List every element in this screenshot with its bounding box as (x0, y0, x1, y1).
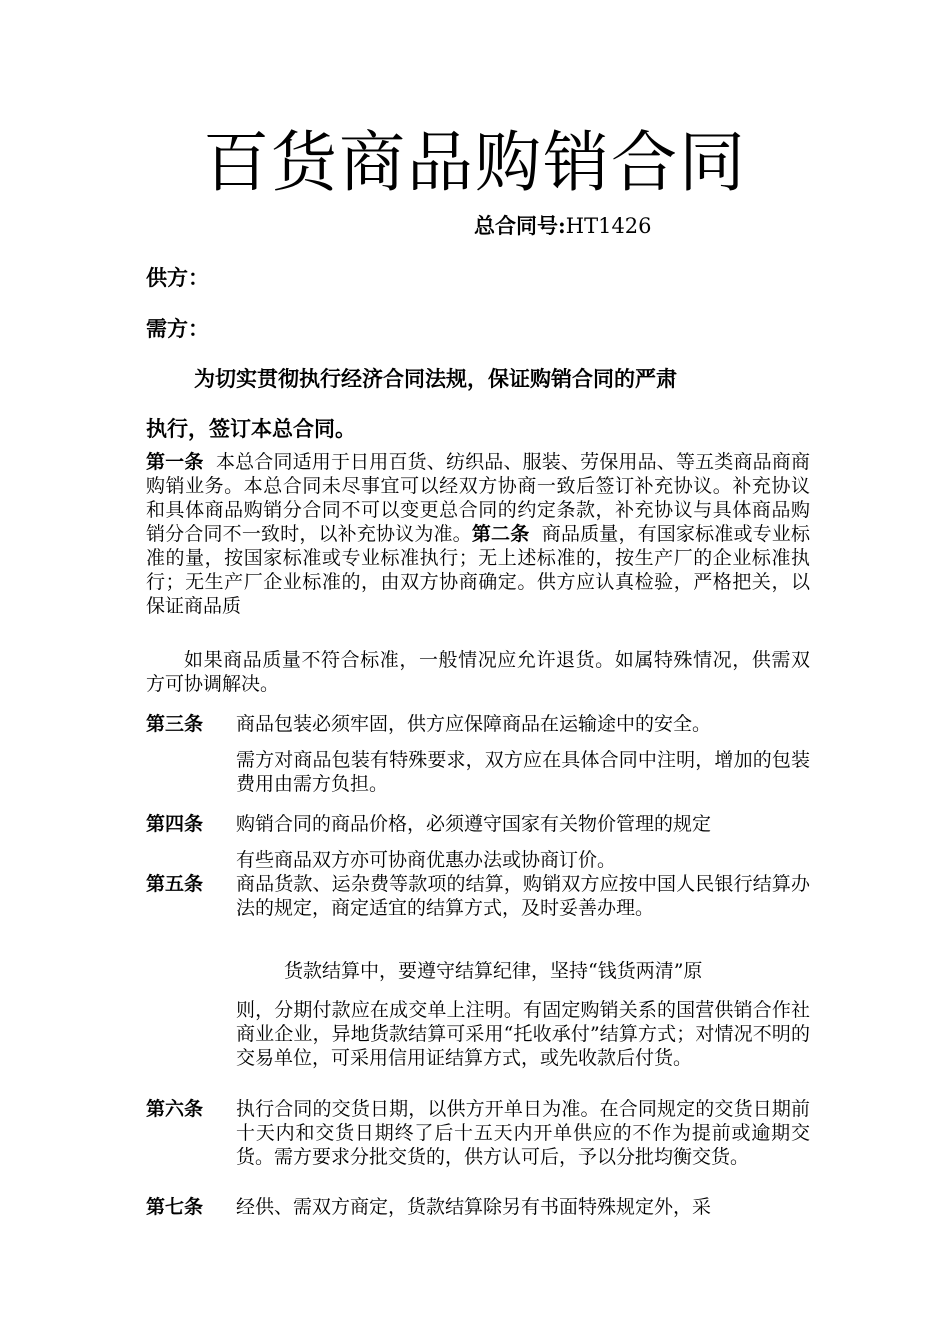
article-5-text-2: 货款结算中，要遵守结算纪律，坚持“钱货两清”原 (284, 960, 703, 982)
article-4-text: 购销合同的商品价格，必须遵守国家有关物价管理的规定 (236, 813, 712, 835)
article-1-text: 本总合同适用于日用百货、纺织品、服装、劳保用品、等五类商品商商购销业务。本总合同未尽事宜可以经双方协商一致后签订补充协议。补充协议和具体商品购销分合同不可以变更总合同的约定条款，补充协议与具体商品购销分合同不一致时，以补充协议为准。 (146, 451, 810, 545)
article-5-label: 第五条 (146, 873, 204, 895)
buyer-label: 需方： (146, 316, 209, 341)
article-1-label: 第一条 (146, 451, 204, 473)
intro-line-1: 为切实贯彻执行经济合同法规，保证购销合同的严肃 (194, 366, 677, 391)
article-1-2-block (146, 450, 810, 618)
article-7-text: 经供、需双方商定，货款结算除另有书面特殊规定外，采 (236, 1196, 712, 1218)
supplier-label: 供方： (146, 265, 209, 290)
article-4-label: 第四条 (146, 813, 204, 835)
article-3-text: 商品包装必须牢固，供方应保障商品在运输途中的安全。 (236, 713, 712, 735)
article-4-text-2: 有些商品双方亦可协商优惠办法或协商订价。 (236, 849, 617, 871)
contract-number-label: 总合同号: (474, 213, 566, 238)
contract-title: 百货商品购销合同 (203, 124, 747, 201)
article-5-text: 商品货款、运杂费等款项的结算，购销双方应按中国人民银行结算办法的规定，商定适宜的结算方式，及时妥善办理。 (236, 873, 810, 919)
article-3-text-2: 需方对商品包装有特殊要求，双方应在具体合同中注明，增加的包装费用由需方负担。 (236, 749, 810, 795)
contract-number (474, 210, 652, 240)
contract-number-value: HT1426 (565, 214, 652, 238)
article-7-label: 第七条 (146, 1196, 204, 1218)
article-2-text: 商品质量，有国家标准或专业标准的量，按国家标准或专业标准执行；无上述标准的，按生产厂的企业标准执行；无生产厂企业标准的，由双方协商确定。供方应认真检验，严格把关，以保证商品质 (146, 523, 810, 617)
article-2-label: 第二条 (471, 523, 530, 545)
article-3-label: 第三条 (146, 713, 204, 735)
intro-line-2: 执行，签订本总合同。 (146, 416, 356, 441)
article-5-text-3: 则，分期付款应在成交单上注明。有固定购销关系的国营供销合作社商业企业，异地货款结算可采用“托收承付”结算方式；对情况不明的交易单位，可采用信用证结算方式，或先收款后付货。 (236, 999, 810, 1069)
article-6-label: 第六条 (146, 1098, 204, 1120)
article-6-text: 执行合同的交货日期，以供方开单日为准。在合同规定的交货日期前十天内和交货日期终了后十五天内开单供应的不作为提前或逾期交货。需方要求分批交货的，供方认可后，予以分批均衡交货。 (236, 1098, 810, 1168)
article-2-text-2: 如果商品质量不符合标准，一般情况应允许退货。如属特殊情况，供需双方可协调解决。 (146, 649, 810, 695)
